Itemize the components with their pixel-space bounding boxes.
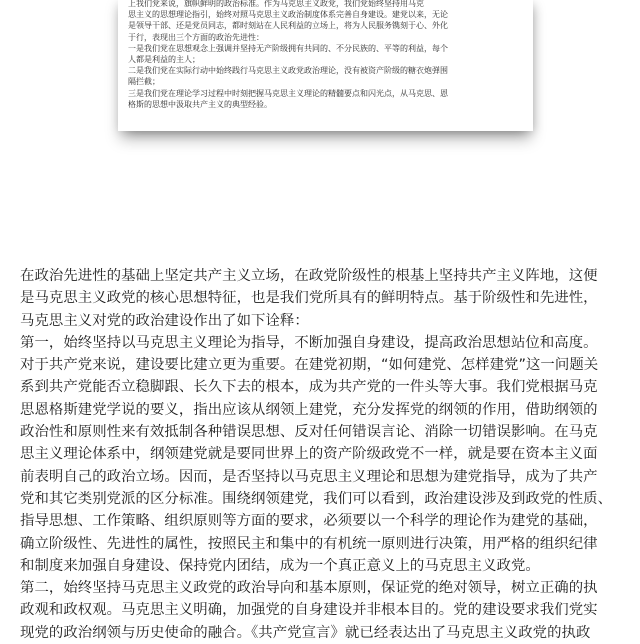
text-line: 确立阶级性、先进性的属性，按照民主和集中的有机统一原则进行决策，用严格的组织纪律 <box>20 535 598 552</box>
embedded-line: 思主义的思想理论指引，始终对照马克思主义政治制度体系完善自身建设。建党以来，无论 <box>128 10 448 20</box>
embedded-line: 格斯的思想中汲取共产主义的典型经验。 <box>128 99 272 109</box>
embedded-line: 是领导干部、还是党员同志，都时刻站在人民利益的立场上，将为人民服务镌刻于心、外化 <box>128 21 448 31</box>
embedded-line: 三是我们党在理论学习过程中时刻把握马克思主义理论的精髓要点和闪光点，从马克思、恩 <box>128 88 448 98</box>
embedded-line: 隔拦截； <box>128 77 160 87</box>
text-line: 指导思想、工作策略、组织原则等方面的要求，必须要以一个科学的理论作为建党的基础， <box>20 513 598 530</box>
paragraph-intro <box>20 265 624 332</box>
paragraph-second-point <box>20 577 624 644</box>
embedded-line: 人都是利益的主人； <box>128 55 200 65</box>
embedded-document-text <box>128 0 523 110</box>
text-line: 在政治先进性的基础上坚定共产主义立场，在政党阶级性的根基上坚持共产主义阵地，这便 <box>20 268 598 284</box>
text-line: 党和其它类别党派的区分标准。围绕纲领建党，我们可以看到，政治建设涉及到政党的性质、 <box>20 490 613 507</box>
text-line: 思恩格斯建党学说的要义，指出应该从纲领上建党，充分发挥党的纲领的作用，借助纲领的 <box>20 401 598 418</box>
embedded-line: 于行，表现出三个方面的政治先进性： <box>128 32 264 42</box>
text-line: 政观和政权观。马克思主义明确，加强党的自身建设并非根本目的。党的建设要求我们党实 <box>20 602 598 619</box>
embedded-line: 一是我们党在思想观念上强调并坚持无产阶级拥有共同的、不分民族的、平等的利益，每个 <box>128 43 448 53</box>
embedded-document-image <box>118 0 533 131</box>
text-line: 马克思主义对党的政治建设作出了如下诠释： <box>20 312 309 329</box>
text-line: 对于共产党来说，建设要比建立更为重要。在建党初期，“如何建党、怎样建党”这一问题关 <box>20 357 599 374</box>
embedded-line: 上我们党来说，旗帜鲜明的政治标准。作为马克思主义政党，我们党始终坚持用马克 <box>128 0 424 8</box>
text-line: 第一，始终坚持以马克思主义理论为指导，不断加强自身建设，提高政治思想站位和高度。 <box>20 334 598 351</box>
paragraph-first-point <box>20 332 624 577</box>
text-line: 思主义理论体系中，纲领建党就是要同世界上的资产阶级政党不一样，就是要在资本主义面 <box>20 446 598 463</box>
text-line: 前表明自己的政治立场。因而，是否坚持以马克思主义理论和思想为建党指导，成为了共产 <box>20 468 598 485</box>
embedded-line: 二是我们党在实际行动中始终践行马克思主义政党政治理论，没有被资产阶级的糖衣炮弹围 <box>128 66 448 76</box>
text-line: 系到共产党能否立稳脚跟、长久下去的根本，成为共产党的一件头等大事。我们党根据马克 <box>20 379 598 396</box>
text-line: 是马克思主义政党的核心思想特征，也是我们党所具有的鲜明特点。基于阶级性和先进性， <box>20 290 598 307</box>
text-line: 现党的政治纲领与历史使命的融合。《共产党宣言》就已经表达出了马克思主义政党的执政 <box>20 624 591 641</box>
text-line: 和制度来加强自身建设、保持党内团结，成为一个真正意义上的马克思主义政党。 <box>20 557 540 574</box>
text-line: 第二，始终坚持马克思主义政党的政治导向和基本原则，保证党的绝对领导，树立正确的执 <box>20 580 598 597</box>
text-line: 政治性和原则性来有效抵制各种错误思想、反对任何错误言论、消除一切错误影响。在马克 <box>20 424 598 441</box>
article-body <box>20 265 624 644</box>
